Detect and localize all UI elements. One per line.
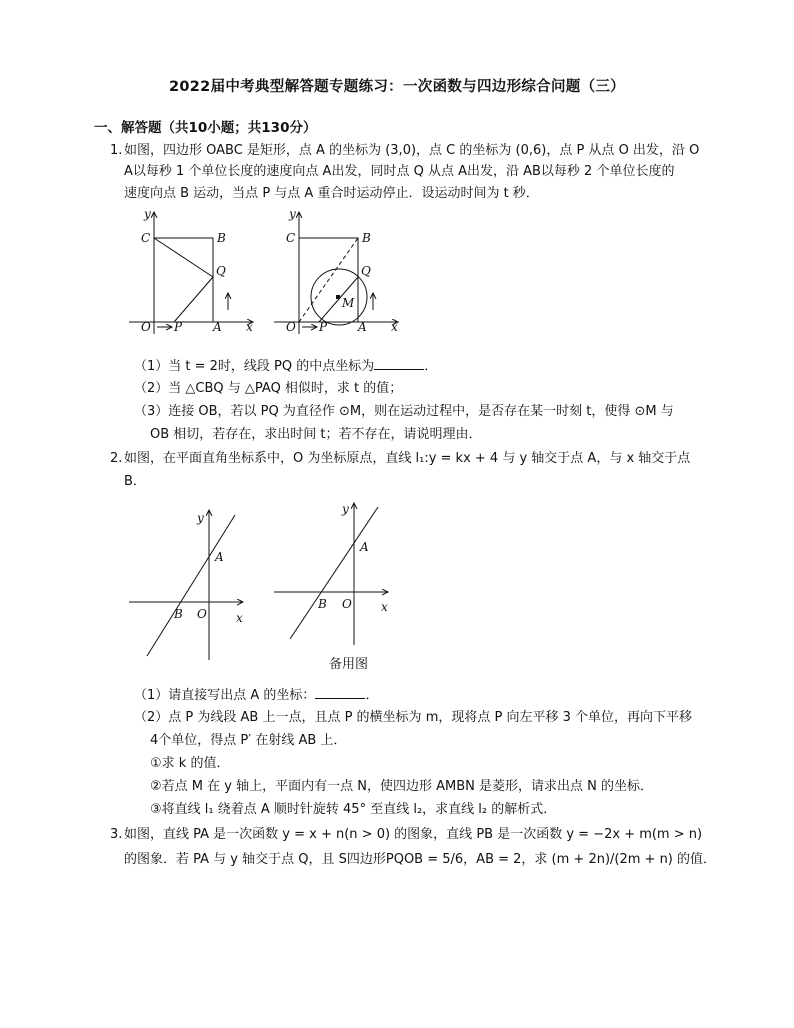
problem-1-figure-1 (125, 204, 260, 339)
label-a: A (358, 320, 367, 334)
answer-blank (374, 357, 424, 370)
figure-caption: 备用图 (329, 657, 369, 672)
label-y: y (342, 502, 349, 516)
label-b: B (362, 231, 371, 245)
problem-2-line-1: 如图，在平面直角坐标系中，O 为坐标原点，直线 l₁:y = kx + 4 与 y 轴交于点 A，与 x 轴交于点 (124, 451, 691, 466)
problem-2-sub-1-text: （1）请直接写出点 A 的坐标： (134, 688, 316, 703)
label-p: P (319, 320, 328, 334)
problem-1-line-3: 速度向点 B 运动，当点 P 与点 A 重合时运动停止．设运动时间为 t 秒． (124, 186, 539, 201)
problem-2-number: 2. (110, 451, 123, 466)
problem-1-sub-3-line-1: （3）连接 OB，若以 PQ 为直径作 ⊙M，则在运动过程中，是否存在某一时刻 t，使得 ⊙M 与 (134, 404, 674, 419)
label-x: x (246, 320, 253, 334)
label-c: C (286, 231, 296, 245)
problem-2-figure-1 (125, 500, 255, 665)
label-q: Q (216, 264, 226, 278)
label-x: x (236, 611, 243, 625)
problem-2-item-2: ②若点 M 在 y 轴上，平面内有一点 N，使四边形 AMBN 是菱形，请求出点 N 的坐标． (150, 779, 653, 794)
problem-2-line-2: B． (124, 474, 146, 489)
center-m (336, 295, 340, 299)
label-a: A (215, 550, 224, 564)
label-y: y (289, 207, 296, 221)
problem-1-number: 1. (110, 143, 123, 158)
label-y: y (197, 511, 204, 525)
label-y: y (144, 207, 151, 221)
problem-2-figure-2 (270, 495, 400, 650)
label-p: P (174, 320, 183, 334)
problem-2-sub-1-end: ． (365, 688, 379, 703)
segment-cq (154, 238, 213, 277)
problem-2-item-3: ③将直线 l₁ 绕着点 A 顺时针旋转 45° 至直线 l₂，求直线 l₂ 的解析式． (150, 802, 557, 817)
label-b: B (174, 607, 183, 621)
problem-1-sub-1-end: ． (424, 359, 438, 374)
label-a: A (360, 540, 369, 554)
problem-2-sub-1 (134, 686, 378, 705)
label-o: O (141, 320, 151, 334)
label-b: B (318, 597, 327, 611)
label-o: O (286, 320, 296, 334)
problem-1-sub-3-line-2: OB 相切，若存在，求出时间 t；若不存在，请说明理由． (150, 427, 482, 442)
label-o: O (342, 597, 352, 611)
line-l1 (290, 507, 378, 639)
problem-2-item-1: ①求 k 的值． (150, 756, 230, 771)
label-c: C (141, 231, 151, 245)
problem-1-sub-1 (134, 357, 437, 376)
answer-blank (315, 686, 365, 699)
problem-1-figure-2 (270, 204, 405, 339)
label-m: M (342, 296, 355, 310)
segment-pq (174, 277, 213, 322)
label-x: x (391, 320, 398, 334)
rectangle-oabc (154, 238, 213, 322)
page-title: 2022届中考典型解答题专题练习：一次函数与四边形综合问题（三） (169, 79, 625, 95)
problem-3-line-2: 的图象．若 PA 与 y 轴交于点 Q，且 S四边形PQOB = 5/6，AB = 2，求 (m + 2n)/(2m + n) 的值． (124, 852, 717, 867)
problem-1-sub-1-text: （1）当 t = 2时，线段 PQ 的中点坐标为 (134, 359, 375, 374)
label-q: Q (361, 264, 371, 278)
label-o: O (197, 607, 207, 621)
problem-3-line-1: 如图，直线 PA 是一次函数 y = x + n(n > 0) 的图象，直线 PB 是一次函数 y = −2x + m(m > n) (124, 827, 703, 842)
problem-3-number: 3. (110, 827, 123, 842)
problem-1-sub-2: （2）当 △CBQ 与 △PAQ 相似时，求 t 的值； (134, 381, 403, 396)
label-b: B (217, 231, 226, 245)
problem-2-sub-2-line-2: 4个单位，得点 P′ 在射线 AB 上． (150, 733, 347, 748)
label-x: x (381, 600, 388, 614)
line-l1 (147, 515, 235, 656)
section-heading: 一、解答题（共10小题；共130分） (94, 120, 317, 136)
problem-1-line-2: A以每秒 1 个单位长度的速度向点 A出发，同时点 Q 从点 A出发，沿 AB以每秒 2 个单位长度的 (124, 164, 675, 179)
label-a: A (213, 320, 222, 334)
problem-2-sub-2-line-1: （2）点 P 为线段 AB 上一点，且点 P 的横坐标为 m，现将点 P 向左平移 3 个单位，再向下平移 (134, 710, 692, 725)
problem-1-line-1: 如图，四边形 OABC 是矩形，点 A 的坐标为 (3,0)，点 C 的坐标为 (0,6)，点 P 从点 O 出发，沿 O (124, 143, 700, 158)
